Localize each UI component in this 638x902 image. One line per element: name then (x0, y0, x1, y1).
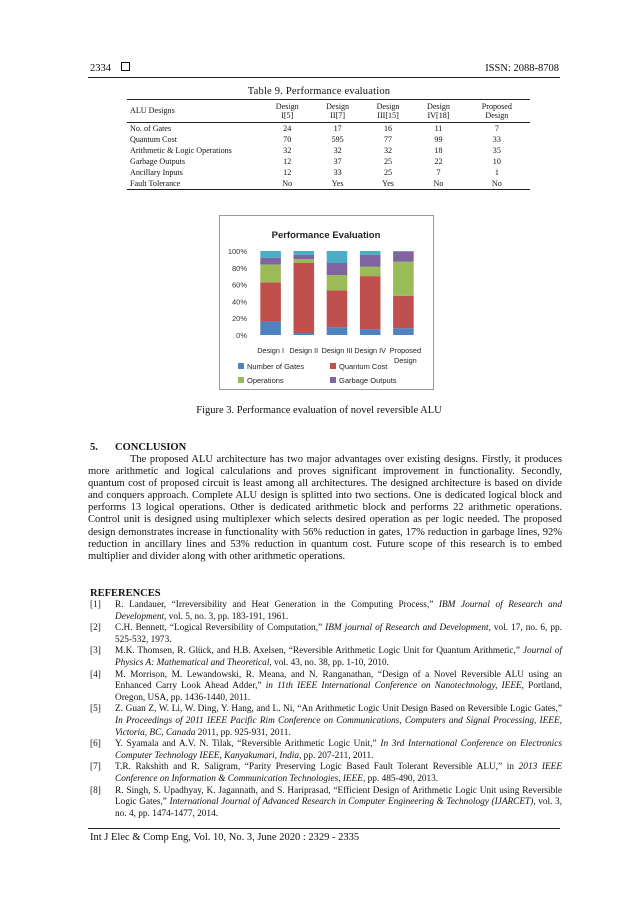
issn: ISSN: 2088-8708 (485, 63, 559, 74)
table-cell: 37 (333, 156, 342, 166)
reference-venue: International Journal of Advanced Research in Computer Engineering & Technology (IJARCET), (169, 797, 536, 808)
reference-item (90, 739, 562, 762)
reference-item (90, 646, 562, 669)
bar-segment (360, 329, 381, 335)
legend-label: Operations (247, 376, 284, 385)
footer-citation: Int J Elec & Comp Eng, Vol. 10, No. 3, June 2020 : 2329 - 2335 (90, 832, 360, 843)
reference-text: Z. Guan Z, W. Li, W. Ding, Y. Hang, and L. Ni, “An Arithmetic Logic Unit Design Based on Reversible Logic Gates,” (115, 704, 562, 715)
chart-svg (220, 216, 433, 389)
reference-text: R. Landauer, “Irreversibility and Heat Generation in the Computing Process,” (115, 600, 439, 610)
x-tick-label: Design III (321, 346, 353, 355)
reference-text: R. Singh, S. Upadhyay, K. Jagannath, and S. Hariprasad, “Efficient Design of Arithmetic Logic Unit using Reversible Logic Gates,” (115, 785, 562, 808)
legend-label: Quantum Cost (339, 362, 388, 371)
table-row-label: Quantum Cost (130, 134, 177, 144)
table-row-label: Arithmetic & Logic Operations (130, 145, 232, 155)
table-row-label: No. of Gates (130, 123, 172, 133)
reference-text: T.R. Rakshith and R. Saligram, “Parity Preserving Logic Based Fault Tolerant Reversible ALU,” in (115, 762, 519, 773)
table-row (127, 123, 530, 135)
conclusion-heading: CONCLUSION (115, 442, 187, 453)
table-header-row (127, 100, 530, 123)
reference-venue: In 3rd International Conference on Electronics Computer Technology IEEE, Kanyakumari, India, (115, 739, 562, 761)
reference-details: vol. 3, no. 4, pp. 1474-1477, 2014. (115, 797, 563, 819)
bar-segment (393, 252, 414, 262)
table-cell: 99 (434, 134, 443, 144)
reference-venue: 2013 IEEE Conference on Information & Communication Technologies, IEEE, (115, 762, 562, 784)
table-cell: Yes (312, 178, 362, 190)
bar-segment (294, 251, 315, 255)
legend-swatch (330, 363, 336, 369)
reference-venue: Journal of Physics A: Mathematical and Theoretical (115, 646, 562, 668)
table-caption: Table 9. Performance evaluation (247, 86, 391, 97)
table-column-header: ALU Designs (127, 100, 262, 123)
bar-segment (260, 264, 281, 282)
reference-number: [2] (90, 623, 101, 634)
legend-label: Garbage Outputs (339, 376, 397, 385)
table-body (127, 123, 530, 190)
y-tick-label: 40% (231, 297, 247, 307)
bar-segment (294, 255, 315, 259)
reference-details: , vol. 5, no. 3, pp. 183-191, 1961. (164, 611, 289, 622)
reference-venue: IBM Journal of Research and Development (115, 600, 562, 622)
reference-list (90, 600, 562, 820)
table-cell: 32 (384, 145, 393, 155)
table-row-label: Ancillary Inputs (130, 167, 183, 177)
x-tick-label: Design II (289, 346, 319, 355)
header-rule (88, 77, 560, 78)
bar-segment (393, 328, 414, 335)
bar-segment (260, 251, 281, 258)
table-cell: 12 (283, 167, 292, 177)
legend-label: Number of Gates (247, 362, 305, 371)
table-cell: 7 (494, 123, 499, 133)
reference-details: , vol. 43, no. 38, pp. 1-10, 2010. (269, 657, 389, 668)
table-cell: 18 (434, 145, 443, 155)
x-tick-label: Design I (257, 346, 284, 355)
reference-venue: IBM journal of Research and Development (325, 623, 489, 634)
table-column-header: Design III[15] (363, 100, 413, 123)
bar-segment (327, 327, 348, 335)
table-cell: 11 (434, 123, 443, 133)
figure-caption: Figure 3. Performance evaluation of novel reversible ALU (196, 405, 442, 416)
bar-segment (393, 262, 414, 296)
conclusion-number: 5. (90, 442, 98, 453)
reference-item (90, 786, 562, 821)
bar-segment (360, 255, 381, 267)
reference-details: pp. 485-490, 2013. (365, 773, 439, 784)
bar-segment (327, 251, 348, 263)
header-square-icon (121, 62, 130, 71)
bar-segment (327, 290, 348, 327)
reference-item (90, 600, 562, 623)
table-cell: No (262, 178, 312, 190)
table-row (127, 134, 530, 145)
table-cell: 12 (283, 156, 292, 166)
table-cell: 25 (384, 156, 393, 166)
table-cell: 25 (384, 167, 393, 177)
reference-details: , vol. 17, no. 6, pp. 525-532, 1973. (115, 623, 562, 645)
bar-segment (360, 251, 381, 255)
reference-item (90, 670, 562, 705)
y-tick-label: 100% (227, 247, 247, 256)
bar-segment (294, 333, 315, 335)
table-row-label: Fault Tolerance (127, 178, 262, 190)
reference-venue: in 11th IEEE International Conference on Nanotechnology, IEEE, (265, 681, 525, 692)
reference-item (90, 704, 562, 739)
bar-segment (327, 275, 348, 290)
references-heading: REFERENCES (90, 588, 161, 599)
reference-details: pp. 207-211, 2011. (301, 750, 374, 761)
table-column-header: Design I[5] (262, 100, 312, 123)
table-row (127, 145, 530, 156)
reference-text: Y. Syamala and A.V. N. Tilak, “Reversible Arithmetic Logic Unit,” (115, 739, 381, 750)
conclusion-paragraph: The proposed ALU architecture has two major advantages over existing designs. Firstly, it produces more arithmetic and logical calculations and proves significant improvement in functionality. Secondly, quantum cost of proposed circuit is least among all architectures. The designed architecture is based on divide and conquers approach. Complete ALU design is splitted into two sections. One is dedicated logical block and performs 13 logical operations. Other is dedicated arithmetic block and performs 22 arithmetic operations. Control unit is designed using multiplexer which selects desired operation as per logic needed. The proposed design demonstrates increase in functionality with 56% reduction in gates, 17% reduction in garbage lines, 92% reduction in ancillary lines and 53% reduction in quantum cost. Future scope of this research is to embed multiplier and divider along with other arithmetic operations. (88, 454, 562, 562)
reference-text: M. Morrison, M. Lewandowski, R. Meana, and N. Ranganathan, “Design of a Novel Reversible ALU using an Enhanced Carry Look Ahead Adder,” (115, 669, 562, 692)
reference-number: [6] (90, 739, 101, 750)
reference-details: 2011, pp. 925-931, 2011. (195, 727, 291, 738)
bar-segment (294, 259, 315, 263)
reference-venue: In Proceedings of 2011 IEEE Pacific Rim Conference on Communications, Computers and Signal Processing, IEEE, Victoria, BC, Canada (115, 715, 562, 738)
table-cell: 595 (331, 134, 344, 144)
reference-number: [3] (90, 646, 101, 657)
reference-item (90, 762, 562, 785)
bar-segment (260, 282, 281, 321)
bar-segment (360, 276, 381, 329)
table-cell: 7 (436, 167, 441, 177)
x-tick-label: Proposed (389, 346, 422, 355)
table-cell: 32 (333, 145, 342, 155)
table-cell: No (413, 178, 463, 190)
y-tick-label: 20% (231, 314, 247, 324)
table-column-header: Design II[7] (312, 100, 362, 123)
table-cell: 70 (283, 134, 292, 144)
table-cell: 10 (492, 156, 501, 166)
legend-swatch (238, 377, 244, 383)
performance-chart (219, 215, 434, 390)
reference-item (90, 623, 562, 646)
y-tick-label: 80% (231, 263, 247, 273)
reference-text: M.K. Thomsen, R. Glück, and H.B. Axelsen, “Reversible Arithmetic Logic Unit for Quantum Arithmetic,” (115, 646, 523, 657)
table-cell: 33 (333, 167, 342, 177)
table-cell: 17 (333, 123, 342, 133)
table-cell: Yes (363, 178, 413, 190)
performance-table (127, 99, 530, 190)
chart-title: Performance Evaluation (271, 230, 381, 241)
table-row (127, 178, 530, 190)
reference-number: [5] (90, 704, 101, 715)
table-cell: No (464, 178, 530, 190)
reference-number: [4] (90, 669, 101, 680)
table-cell: 16 (384, 123, 393, 133)
table-cell: 22 (434, 156, 443, 166)
table-column-header: Design IV[18] (413, 100, 463, 123)
bar-segment (260, 258, 281, 265)
bar-segment (393, 251, 414, 252)
bar-segment (327, 263, 348, 275)
x-tick-label: Design IV (354, 346, 387, 355)
y-tick-label: 0% (236, 331, 247, 340)
table-row (127, 167, 530, 178)
table-cell: 32 (283, 145, 292, 155)
bar-segment (260, 322, 281, 335)
conclusion-body (88, 454, 562, 563)
table-cell: 33 (492, 134, 501, 144)
table-cell: 77 (384, 134, 393, 144)
table-row-label: Garbage Outputs (130, 156, 186, 166)
table-column-header: Proposed Design (464, 100, 530, 123)
reference-details: Portland, Oregon, USA, pp. 1436-1440, 2011. (115, 681, 562, 703)
reference-text: C.H. Bennett, “Logical Reversibility of Computation,” (115, 623, 326, 634)
x-tick-label: Design (394, 356, 417, 365)
table-cell: 24 (283, 123, 292, 133)
table-row (127, 156, 530, 167)
reference-number: [1] (90, 600, 101, 610)
bar-segment (393, 296, 414, 328)
legend-swatch (238, 363, 244, 369)
table-cell: 1 (494, 167, 499, 177)
y-tick-label: 60% (231, 280, 247, 290)
bar-segment (294, 263, 315, 333)
footer-rule (88, 828, 560, 829)
reference-number: [8] (90, 785, 101, 796)
legend-swatch (330, 377, 336, 383)
reference-number: [7] (90, 762, 101, 773)
table-cell: 35 (492, 145, 501, 155)
page-number: 2334 (90, 63, 111, 74)
bar-segment (360, 267, 381, 277)
